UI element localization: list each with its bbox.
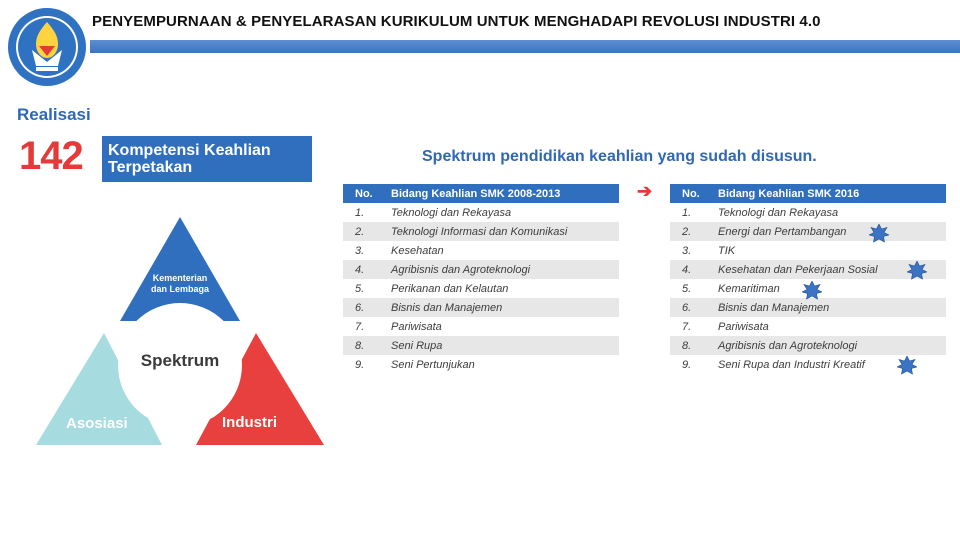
arrow-right-icon: ➔ <box>637 181 653 201</box>
row-name: Perikanan dan Kelautan <box>391 282 509 295</box>
row-name: Kemaritiman <box>718 282 780 295</box>
row-no: 6. <box>682 301 692 314</box>
row-no: 3. <box>355 244 365 257</box>
row-name: Seni Rupa dan Industri Kreatif <box>718 358 865 371</box>
row-no: 1. <box>682 206 692 219</box>
row-no: 8. <box>682 339 692 352</box>
row-name: Kesehatan <box>391 244 444 257</box>
table-row <box>343 298 619 317</box>
new-field-star-icon <box>802 281 822 301</box>
row-name: Energi dan Pertambangan <box>718 225 847 238</box>
row-no: 5. <box>682 282 692 295</box>
table-row <box>670 336 946 355</box>
table-header <box>343 184 619 203</box>
row-name: TIK <box>718 244 736 257</box>
title-bar <box>90 0 960 52</box>
row-no: 9. <box>682 358 692 371</box>
row-no: 6. <box>355 301 365 314</box>
row-no: 5. <box>355 282 365 295</box>
triangle-center-label: Spektrum <box>140 351 220 370</box>
table-row <box>343 355 619 374</box>
table-row <box>343 203 619 222</box>
row-name: Seni Pertunjukan <box>391 358 475 371</box>
tut-wuri-handayani-logo <box>6 6 88 88</box>
row-name: Teknologi dan Rekayasa <box>391 206 512 219</box>
triangle-top-label: Kementerian dan Lembaga <box>150 273 209 294</box>
table-row <box>343 222 619 241</box>
table-bidang-2008-2013 <box>343 184 619 374</box>
row-no: 8. <box>355 339 365 352</box>
row-no: 2. <box>682 225 692 238</box>
competency-count: 142 <box>19 134 83 178</box>
row-name: Agribisnis dan Agroteknologi <box>391 263 531 276</box>
triangle-right-label: Industri <box>222 414 277 431</box>
competency-label-box <box>102 136 312 182</box>
new-field-star-icon <box>897 356 917 376</box>
row-no: 7. <box>682 320 692 333</box>
table-bidang-2016 <box>670 184 946 374</box>
competency-label-line1: Kompetensi Keahlian <box>108 142 271 159</box>
row-no: 4. <box>355 263 365 276</box>
row-no: 3. <box>682 244 692 257</box>
spektrum-triangle-diagram <box>30 215 330 450</box>
row-name: Agribisnis dan Agroteknologi <box>718 339 858 352</box>
column-header-no: No. <box>355 187 373 200</box>
title-underline <box>90 40 960 53</box>
table-row <box>343 241 619 260</box>
new-field-star-icon <box>907 261 927 281</box>
row-name: Kesehatan dan Pekerjaan Sosial <box>718 263 878 276</box>
column-header-no: No. <box>682 187 700 200</box>
column-header-name: Bidang Keahlian SMK 2008-2013 <box>391 187 561 200</box>
row-name: Pariwisata <box>391 320 442 333</box>
row-no: 2. <box>355 225 365 238</box>
row-name: Teknologi Informasi dan Komunikasi <box>391 225 568 238</box>
column-header-name: Bidang Keahlian SMK 2016 <box>718 187 860 200</box>
realisasi-label: Realisasi <box>17 105 91 124</box>
new-field-star-icon <box>869 224 889 244</box>
page-title: PENYEMPURNAAN & PENYELARASAN KURIKULUM UNTUK MENGHADAPI REVOLUSI INDUSTRI 4.0 <box>92 13 821 30</box>
triangle-left-label: Asosiasi <box>66 415 128 432</box>
table-row <box>670 241 946 260</box>
table-row <box>343 336 619 355</box>
table-header <box>670 184 946 203</box>
row-no: 7. <box>355 320 365 333</box>
table-row <box>343 260 619 279</box>
row-name: Bisnis dan Manajemen <box>718 301 830 314</box>
row-name: Pariwisata <box>718 320 769 333</box>
row-no: 1. <box>355 206 365 219</box>
table-row <box>670 222 946 241</box>
row-name: Teknologi dan Rekayasa <box>718 206 839 219</box>
row-no: 9. <box>355 358 365 371</box>
competency-label-line2: Terpetakan <box>108 159 193 176</box>
table-row <box>343 279 619 298</box>
row-name: Seni Rupa <box>391 339 443 352</box>
row-no: 4. <box>682 263 692 276</box>
table-row <box>670 317 946 336</box>
spektrum-heading: Spektrum pendidikan keahlian yang sudah disusun. <box>422 148 817 165</box>
table-row <box>670 203 946 222</box>
table-row <box>343 317 619 336</box>
table-row <box>670 260 946 279</box>
row-name: Bisnis dan Manajemen <box>391 301 503 314</box>
